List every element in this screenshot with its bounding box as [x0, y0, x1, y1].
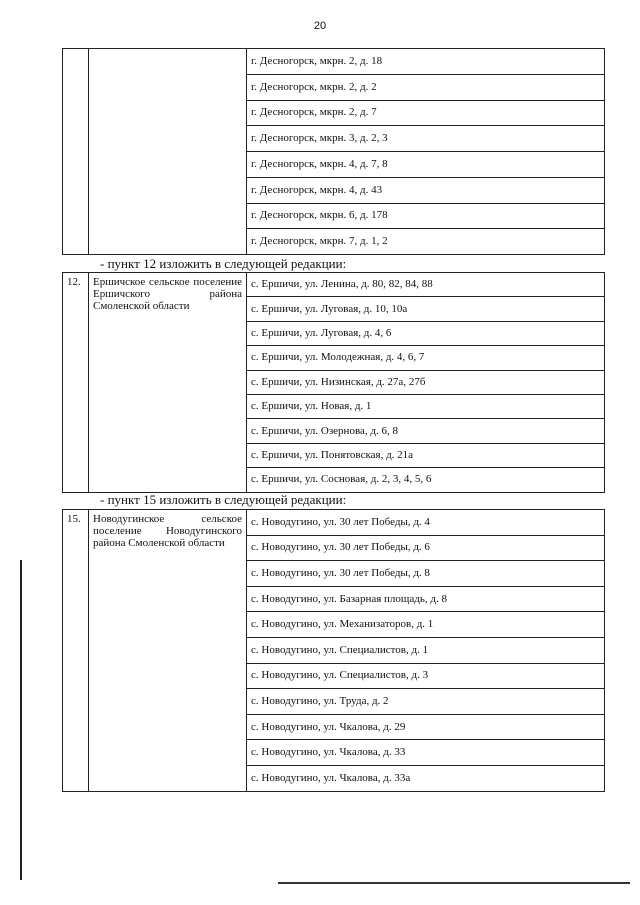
page-number: 20: [313, 20, 327, 32]
address-cell: г. Десногорск, мкрн. 2, д. 2: [247, 74, 605, 100]
address-cell: г. Десногорск, мкрн. 4, д. 7, 8: [247, 152, 605, 178]
item-number: 12.: [63, 273, 89, 493]
address-cell: с. Новодугино, ул. 30 лет Победы, д. 8: [247, 561, 605, 587]
instruction-item-12: - пункт 12 изложить в следующей редакции:: [100, 256, 347, 271]
bottom-rule: [278, 882, 630, 884]
settlement-name: Ершичское сельское поселение Ершичского района Смоленской области: [89, 273, 247, 493]
address-cell: с. Ершичи, ул. Сосновая, д. 2, 3, 4, 5, 6: [247, 468, 605, 492]
address-cell: г. Десногорск, мкрн. 6, д. 178: [247, 203, 605, 229]
address-cell: с. Новодугино, ул. Чкалова, д. 33: [247, 740, 605, 766]
address-cell: с. Новодугино, ул. Специалистов, д. 3: [247, 663, 605, 689]
address-cell: с. Ершичи, ул. Понятовская, д. 21а: [247, 443, 605, 467]
address-cell: с. Новодугино, ул. Механизаторов, д. 1: [247, 612, 605, 638]
table-row: [63, 510, 605, 536]
address-cell: с. Новодугино, ул. 30 лет Победы, д. 6: [247, 535, 605, 561]
address-cell: с. Новодугино, ул. Труда, д. 2: [247, 689, 605, 715]
address-cell: с. Ершичи, ул. Низинская, д. 27а, 27б: [247, 370, 605, 394]
address-cell: с. Новодугино, ул. Специалистов, д. 1: [247, 637, 605, 663]
address-cell: с. Ершичи, ул. Новая, д. 1: [247, 394, 605, 418]
address-cell: с. Ершичи, ул. Озернова, д. 6, 8: [247, 419, 605, 443]
address-cell: с. Ершичи, ул. Ленина, д. 80, 82, 84, 88: [247, 273, 605, 297]
table-row: [63, 273, 605, 297]
address-cell: г. Десногорск, мкрн. 3, д. 2, 3: [247, 126, 605, 152]
address-table-continuation: [62, 48, 605, 255]
address-cell: с. Ершичи, ул. Молодежная, д. 4, 6, 7: [247, 346, 605, 370]
item-number: 15.: [63, 510, 89, 792]
left-margin-line: [20, 560, 22, 880]
settlement-name: [89, 49, 247, 255]
address-cell: с. Новодугино, ул. Чкалова, д. 29: [247, 714, 605, 740]
address-cell: г. Десногорск, мкрн. 4, д. 43: [247, 177, 605, 203]
address-table-item-12: [62, 272, 605, 493]
address-cell: с. Новодугино, ул. 30 лет Победы, д. 4: [247, 510, 605, 536]
address-cell: с. Новодугино, ул. Базарная площадь, д. 8: [247, 586, 605, 612]
address-cell: с. Новодугино, ул. Чкалова, д. 33а: [247, 765, 605, 791]
table-row: [63, 49, 605, 75]
address-cell: г. Десногорск, мкрн. 2, д. 18: [247, 49, 605, 75]
address-cell: г. Десногорск, мкрн. 7, д. 1, 2: [247, 229, 605, 255]
settlement-name: Новодугинское сельское поселение Новодугинского района Смоленской области: [89, 510, 247, 792]
address-cell: с. Ершичи, ул. Луговая, д. 4, 6: [247, 321, 605, 345]
address-cell: с. Ершичи, ул. Луговая, д. 10, 10а: [247, 297, 605, 321]
item-number: [63, 49, 89, 255]
address-table-item-15: [62, 509, 605, 792]
instruction-item-15: - пункт 15 изложить в следующей редакции:: [100, 492, 347, 507]
address-cell: г. Десногорск, мкрн. 2, д. 7: [247, 100, 605, 126]
